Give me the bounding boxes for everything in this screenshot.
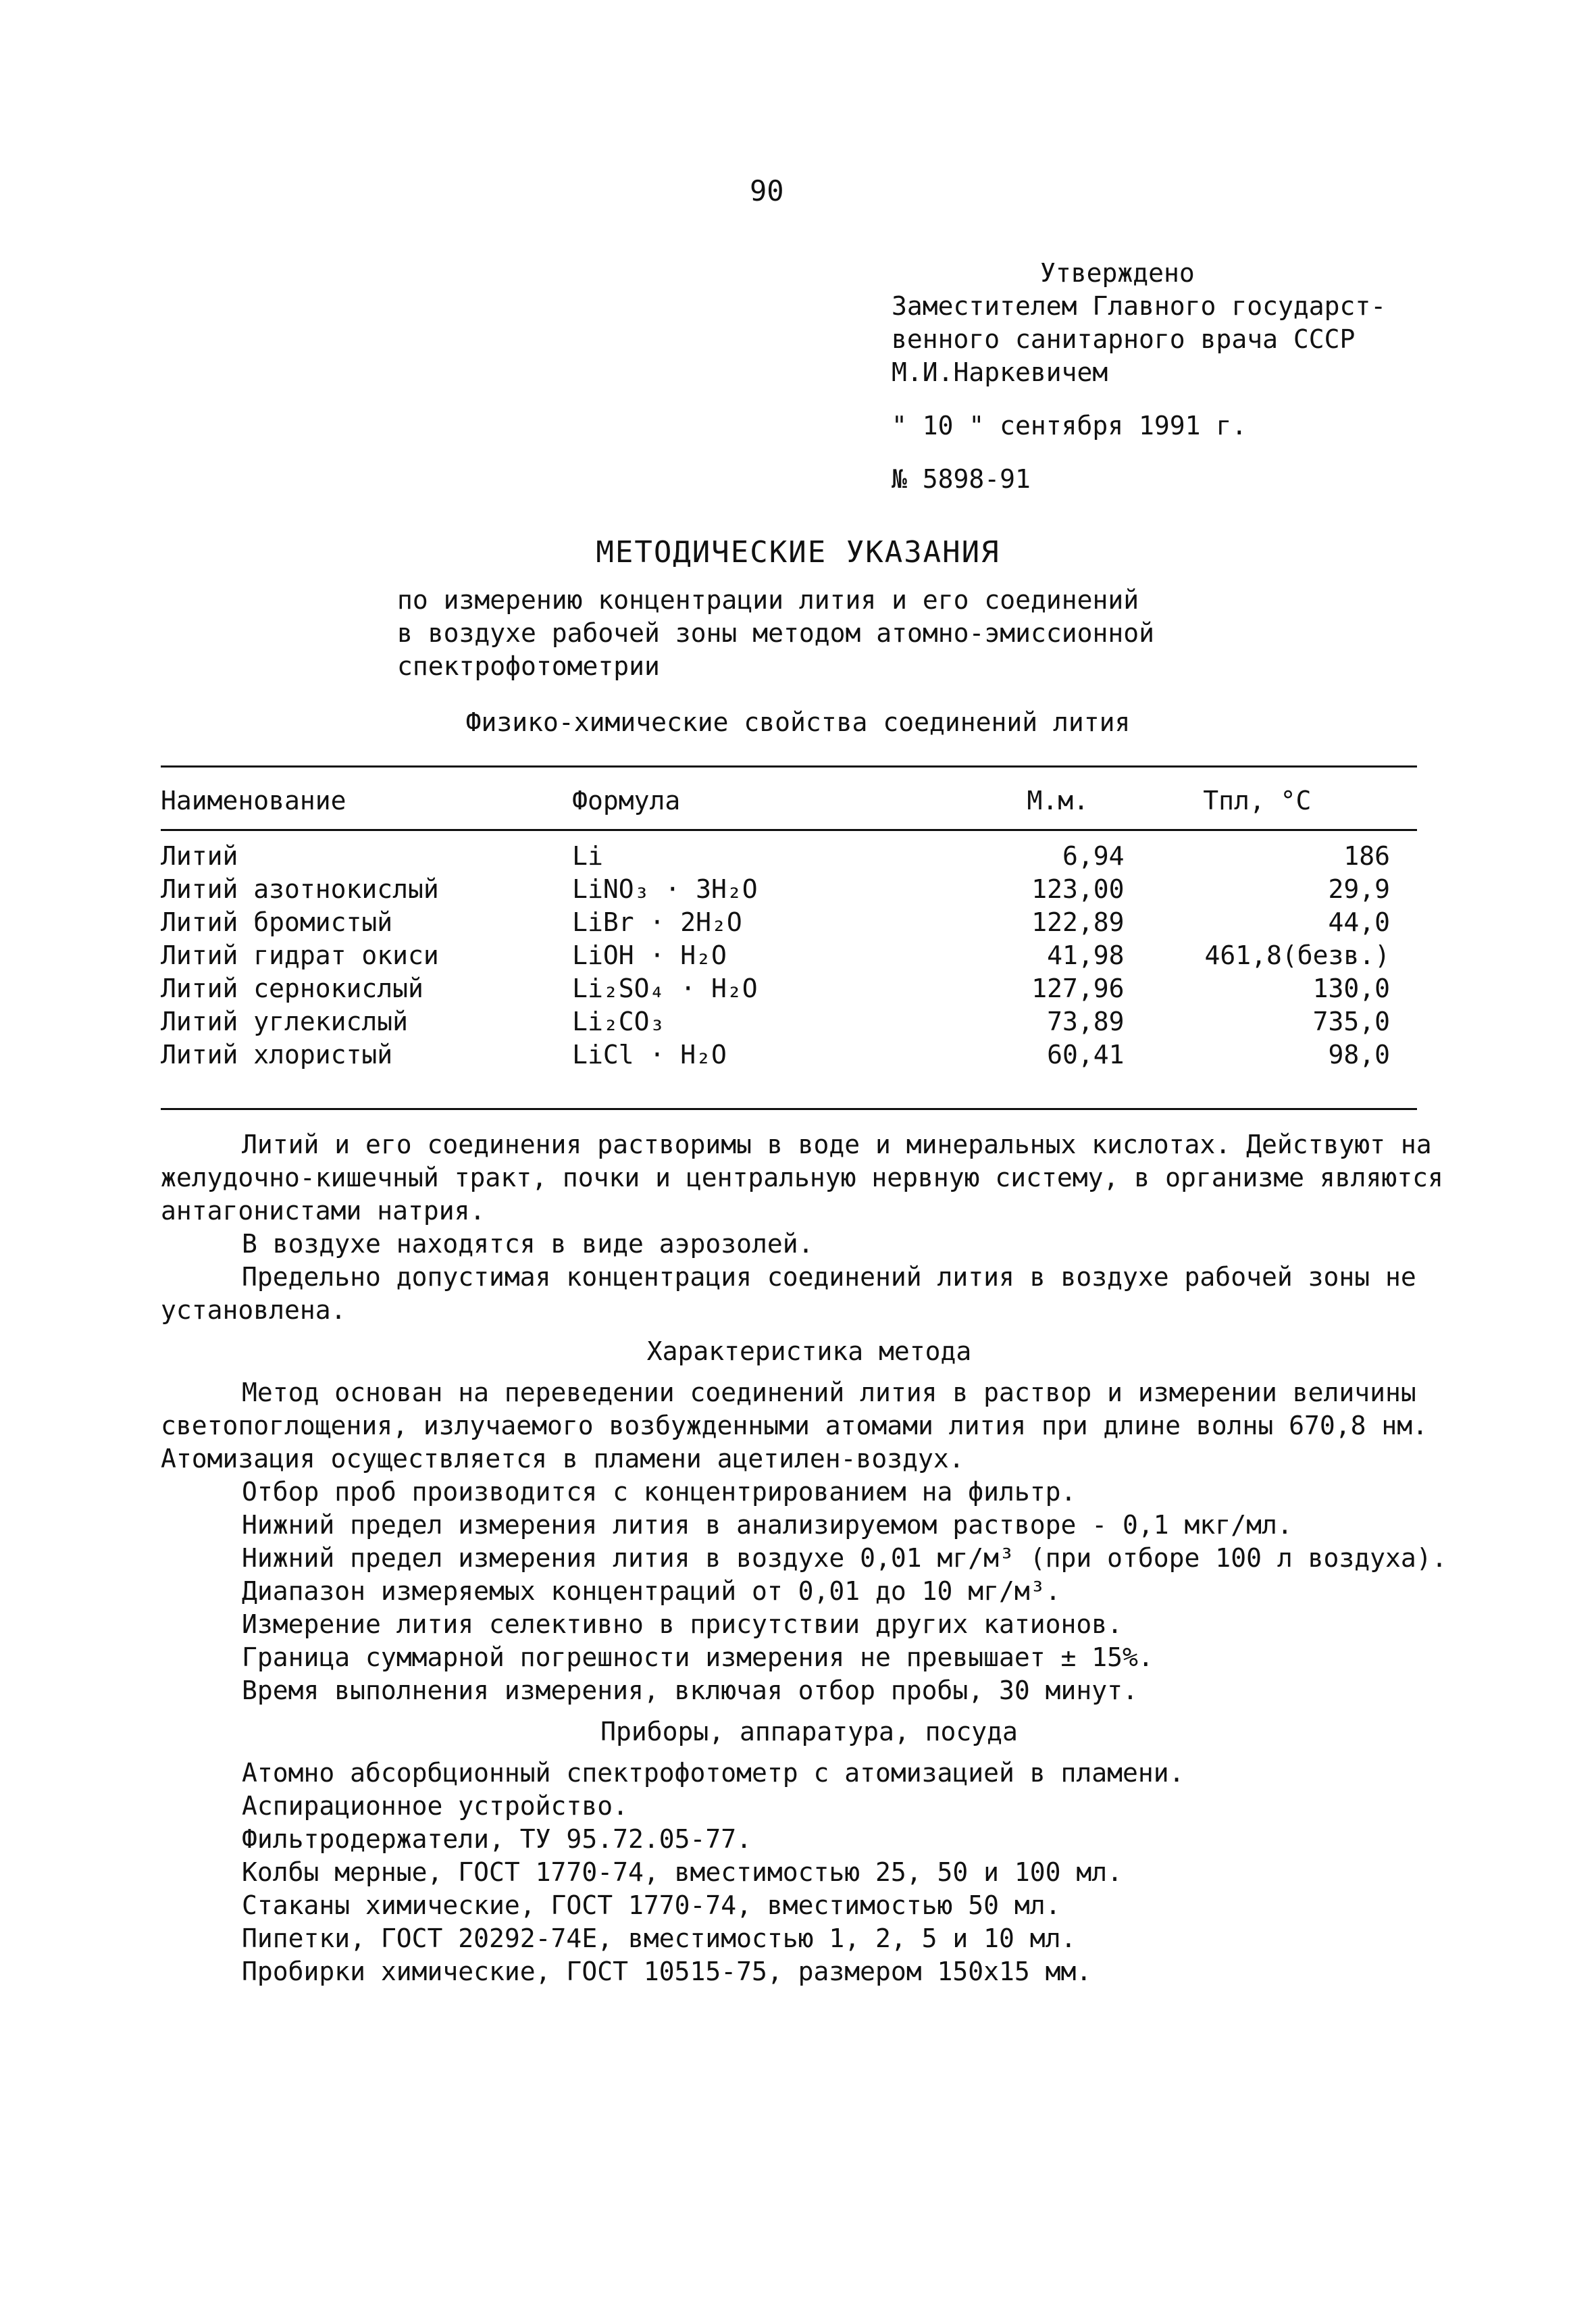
list-item: Нижний предел измерения лития в анализируемом растворе - 0,1 мкг/мл.: [242, 1510, 1293, 1540]
cell-formula: LiBr · 2H₂O: [572, 907, 742, 937]
cell-formula: Li: [572, 841, 603, 871]
table-row: [161, 840, 1417, 873]
approval-line: венного санитарного врача СССР: [892, 324, 1356, 354]
approval-line: Заместителем Главного государст-: [892, 291, 1387, 321]
paragraph: Предельно допустимая концентрация соединений лития в воздухе рабочей зоны не установлена.: [161, 1262, 1416, 1325]
approval-heading: Утверждено: [1040, 258, 1195, 288]
page-number: 90: [750, 174, 784, 207]
cell-mass: 123,00: [1031, 874, 1125, 904]
cell-melting-point: 44,0: [1328, 907, 1390, 937]
cell-formula: LiCl · H₂O: [572, 1040, 727, 1070]
approval-date: " 10 " сентября 1991 г.: [892, 411, 1247, 441]
cell-melting-point: 98,0: [1328, 1040, 1390, 1070]
cell-melting-point: 186: [1343, 841, 1390, 871]
list-item: Время выполнения измерения, включая отбор пробы, 30 минут.: [242, 1676, 1138, 1705]
section-heading-equipment: Приборы, аппаратура, посуда: [600, 1717, 1018, 1746]
table-caption: Физико-химические свойства соединений лития: [465, 707, 1131, 737]
table-row: [161, 1005, 1417, 1038]
subtitle-line: в воздухе рабочей зоны методом атомно-эмиссионной: [397, 618, 1155, 648]
cell-name: Литий азотнокислый: [161, 874, 439, 904]
table-row: [161, 972, 1417, 1005]
approval-number: № 5898-91: [892, 464, 1031, 494]
document-body: [161, 1128, 1458, 1988]
approval-block: [892, 257, 1499, 496]
list-item: Пробирки химические, ГОСТ 10515-75, размером 150х15 мм.: [242, 1957, 1092, 1986]
document-subtitle: [397, 584, 1309, 683]
subtitle-line: спектрофотометрии: [397, 651, 660, 681]
cell-formula: LiOH · H₂O: [572, 940, 727, 970]
cell-name: Литий гидрат окиси: [161, 940, 439, 970]
paragraph: В воздухе находятся в виде аэрозолей.: [242, 1229, 814, 1259]
cell-formula: Li₂CO₃: [572, 1007, 665, 1036]
table-row: [161, 873, 1417, 906]
cell-formula: LiNO₃ · 3H₂O: [572, 874, 758, 904]
table-top-rule: [161, 765, 1417, 768]
table-row: [161, 939, 1417, 972]
table-header-row: [161, 780, 1417, 821]
cell-formula: Li₂SO₄ · H₂O: [572, 974, 758, 1003]
document-title: МЕТОДИЧЕСКИЕ УКАЗАНИЯ: [596, 535, 1000, 570]
header-formula: Формула: [572, 785, 681, 815]
list-item: Пипетки, ГОСТ 20292-74Е, вместимостью 1, 2, 5 и 10 мл.: [242, 1923, 1077, 1953]
section-heading-method: Характеристика метода: [646, 1336, 972, 1366]
properties-table: [161, 780, 1417, 1072]
cell-name: Литий углекислый: [161, 1007, 409, 1036]
header-name: Наименование: [161, 785, 346, 815]
cell-mass: 127,96: [1031, 974, 1125, 1003]
cell-mass: 60,41: [1047, 1040, 1125, 1070]
table-bottom-rule: [161, 1108, 1417, 1110]
list-item: Нижний предел измерения лития в воздухе 0,01 мг/м³ (при отборе 100 л воздуха).: [242, 1543, 1447, 1573]
cell-mass: 73,89: [1047, 1007, 1125, 1036]
list-item: Граница суммарной погрешности измерения не превышает ± 15%.: [242, 1642, 1154, 1672]
cell-name: Литий бромистый: [161, 907, 393, 937]
list-item: Колбы мерные, ГОСТ 1770-74, вместимостью 25, 50 и 100 мл.: [242, 1857, 1123, 1887]
list-item: Фильтродержатели, ТУ 95.72.05-77.: [242, 1824, 752, 1854]
list-item: Измерение лития селективно в присутствии других катионов.: [242, 1609, 1123, 1639]
cell-mass: 41,98: [1047, 940, 1125, 970]
table-row: [161, 906, 1417, 939]
list-item: Диапазон измеряемых концентраций от 0,01 до 10 мг/м³.: [242, 1576, 1061, 1606]
cell-mass: 6,94: [1062, 841, 1125, 871]
paragraph: Метод основан на переведении соединений лития в раствор и измерении величины светопоглощения, излучаемого возбужденными атомами лития при длине волны 670,8 нм. Атомизация осуществляется в пламени ацетилен-воздух.: [161, 1378, 1428, 1474]
cell-melting-point: 29,9: [1328, 874, 1390, 904]
list-item: Стаканы химические, ГОСТ 1770-74, вместимостью 50 мл.: [242, 1890, 1061, 1920]
cell-mass: 122,89: [1031, 907, 1125, 937]
cell-melting-point: 735,0: [1312, 1007, 1390, 1036]
paragraph: Литий и его соединения растворимы в воде и минеральных кислотах. Действуют на желудочно-кишечный тракт, почки и центральную нервную систему, в организме являются антагонистами натрия.: [161, 1130, 1443, 1226]
cell-name: Литий хлористый: [161, 1040, 393, 1070]
header-mass: М.м.: [1027, 785, 1089, 815]
subtitle-line: по измерению концентрации лития и его соединений: [397, 585, 1139, 615]
table-row: [161, 1038, 1417, 1072]
list-item: Атомно абсорбционный спектрофотометр с атомизацией в пламени.: [242, 1758, 1185, 1788]
cell-melting-point: 461,8(безв.): [1204, 940, 1390, 970]
approval-line: М.И.Наркевичем: [892, 357, 1108, 387]
list-item: Отбор проб производится с концентрированием на фильтр.: [242, 1477, 1077, 1507]
header-melting-point: Тпл, °С: [1203, 785, 1312, 815]
cell-name: Литий сернокислый: [161, 974, 423, 1003]
cell-name: Литий: [161, 841, 238, 871]
list-item: Аспирационное устройство.: [242, 1791, 628, 1821]
cell-melting-point: 130,0: [1312, 974, 1390, 1003]
